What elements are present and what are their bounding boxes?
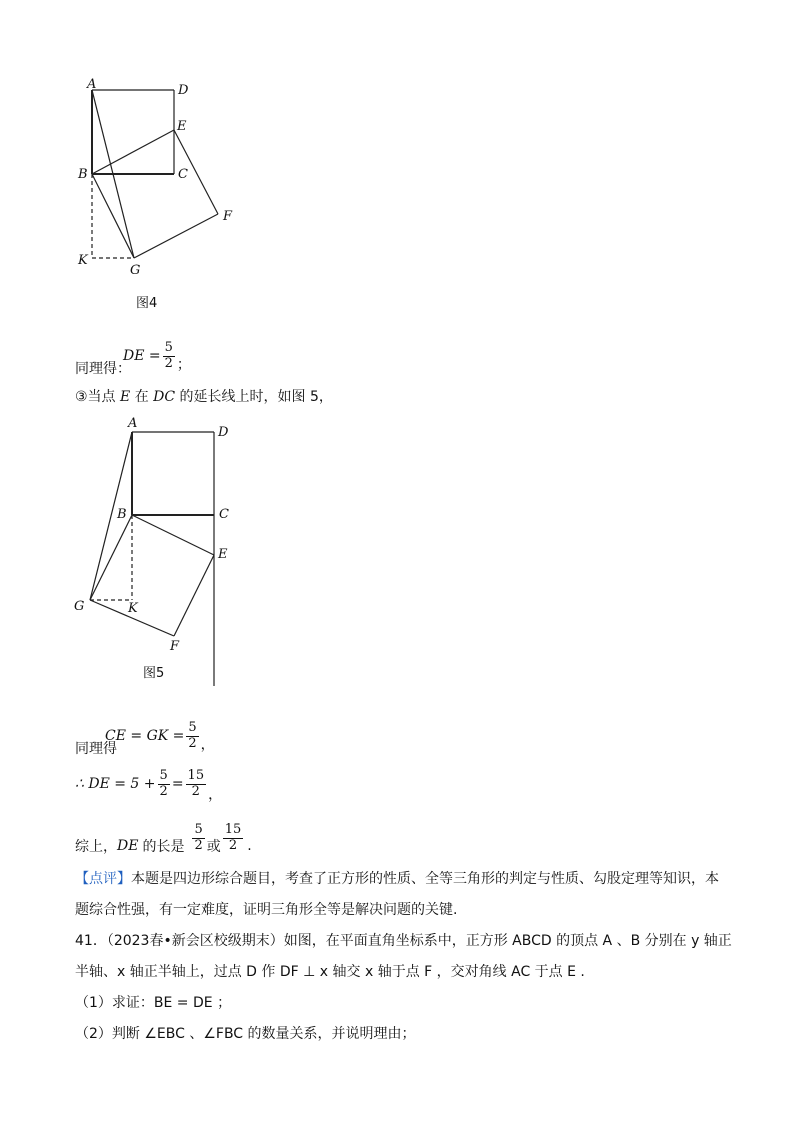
point-label-F: F [223,209,233,224]
figure-5-caption: 图5 [143,666,165,681]
point-label-K: K [128,601,138,616]
fraction-denominator: 2 [159,783,168,799]
conclusion-or: 或 [206,839,221,855]
review-text-1: 本题是四边形综合题目，考查了正方形的性质、全等三角形的判定与性质、勾股定理等知识，本 [131,871,719,887]
question-41-line-2: 半轴、x 轴正半轴上，过点 D 作 DF ⊥ x 轴交 x 轴于点 F ，交对角线 AC 于点 E . [75,964,585,980]
var-DE: DE [117,838,139,854]
fraction-numerator: 5 [159,767,168,783]
point-label-F: F [170,639,180,654]
fraction-denominator: 2 [164,355,173,371]
figure-4-caption: 图4 [136,296,158,311]
var-E: E [120,389,131,405]
point-label-E: E [177,119,187,134]
fraction-numerator: 5 [194,821,203,837]
fraction-denominator: 2 [228,837,238,853]
point-label-A: A [128,416,138,431]
fraction-numerator: 5 [188,719,197,735]
fraction-denominator: 2 [191,783,200,799]
step-suffix: ， [200,737,215,753]
point-label-G: G [130,263,141,278]
question-41-line-1: 41．（2023春•新会区校级期末）如图，在平面直角坐标系中，正方形 ABCD 的顶点 A 、B 分别在 y 轴正 [75,933,732,949]
case-3-rest: 的延长线上时，如图 5， [179,389,333,405]
point-label-C: C [178,167,188,182]
fraction [223,823,244,854]
figure-4 [70,78,250,308]
step-suffix: ； [176,357,191,373]
review-line-1 [75,868,719,888]
point-label-G: G [74,599,85,614]
point-label-B: B [78,167,88,182]
step-prefix: 同理得： [75,361,131,377]
fraction [186,769,207,800]
figure-5 [70,412,250,692]
review-line-2: 题综合性强，有一定难度，证明三角形全等是解决问题的关键. [75,902,458,918]
conclusion-prefix: 综上， [75,839,117,855]
fraction [158,769,170,800]
case-3-on: 在 [134,389,149,405]
step-therefore [75,764,222,804]
point-label-D: D [218,425,229,440]
fraction-denominator: 2 [194,837,203,853]
question-41-part-1: （1）求证：BE = DE ； [75,995,232,1011]
step-same-reason-1 [75,340,191,380]
point-label-C: C [219,507,229,522]
point-label-K: K [78,253,88,268]
fraction [192,823,204,854]
figure-5-drawing [70,412,250,692]
point-label-A: A [87,78,97,92]
question-41-part-2: （2）判断 ∠EBC 、∠FBC 的数量关系，并说明理由； [75,1026,416,1042]
step-suffix: ， [208,787,223,803]
step-expr: CE = GK = [105,728,185,744]
step-expr: DE = [123,348,161,364]
conclusion-line [75,818,252,858]
step-same-reason-2 [75,720,215,760]
point-label-B: B [117,507,127,522]
figure-4-drawing [70,78,250,308]
fraction-numerator: 5 [164,339,173,355]
equals-sign: = [171,776,184,792]
fraction [163,341,175,372]
step-prefix: 同理得 [75,741,117,757]
fraction-numerator: 15 [187,767,205,783]
therefore-expr: ∴ DE = 5 + [75,776,156,792]
point-label-E: E [218,547,228,562]
fraction-denominator: 2 [188,735,197,751]
point-label-D: D [178,83,189,98]
review-tag: 【点评】 [75,871,131,887]
case-3-line [75,386,333,406]
var-DC: DC [153,389,176,405]
conclusion-mid: 的长是 [142,839,185,855]
case-3-prefix: ③当点 [75,389,116,405]
fraction-numerator: 15 [224,821,242,837]
conclusion-end: . [247,838,252,854]
fraction [186,721,198,752]
